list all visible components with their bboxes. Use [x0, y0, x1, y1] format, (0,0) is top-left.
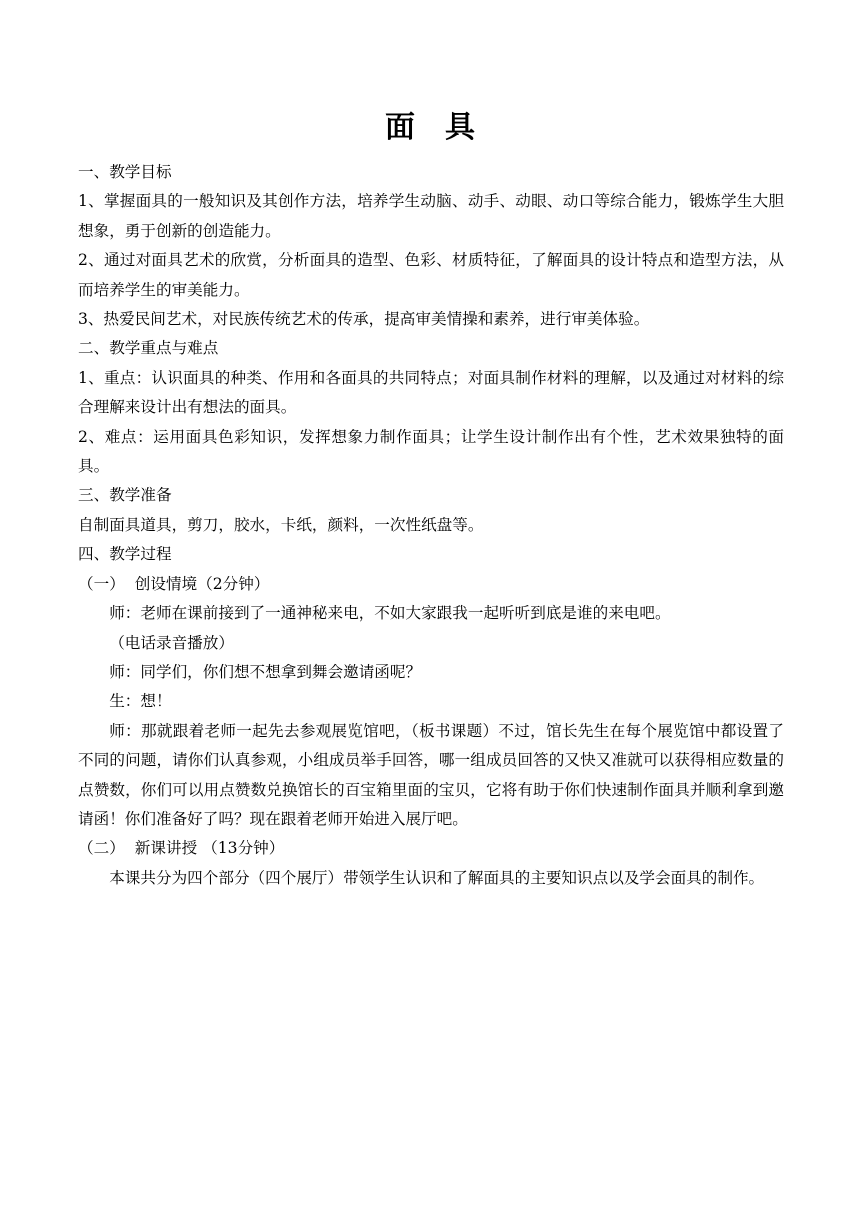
subsection-heading-2	[78, 834, 784, 863]
section-heading-process: 四、教学过程	[78, 545, 172, 564]
document-body	[78, 158, 784, 893]
dialogue-line: 师：同学们，你们想不想拿到舞会邀请函呢？	[109, 662, 422, 681]
stage-direction: （电话录音播放）	[109, 633, 234, 652]
section-heading-objectives: 一、教学目标	[78, 163, 172, 181]
section-heading-preparation: 三、教学准备	[78, 486, 172, 505]
dialogue-line: 生：想！	[109, 692, 172, 711]
subsection-label: （二）	[78, 839, 125, 858]
difficulty-item: 2、难点：运用面具色彩知识，发挥想象力制作面具；让学生设计制作出有个性，艺术效果独特的面具。	[78, 427, 784, 476]
document-title: 面具	[385, 110, 505, 145]
subsection-title: 创设情境（2分钟）	[134, 574, 270, 593]
section-heading-key-points: 二、教学重点与难点	[78, 339, 219, 358]
key-point-item: 1、重点：认识面具的种类、作用和各面具的共同特点；对面具制作材料的理解，以及通过对材料的综合理解来设计出有想法的面具。	[78, 368, 784, 417]
preparation-text: 自制面具道具，剪刀，胶水，卡纸，颜料，一次性纸盘等。	[78, 515, 484, 534]
subsection-title: 新课讲授 （13分钟）	[134, 839, 285, 858]
objective-item-3: 3、热爱民间艺术，对民族传统艺术的传承，提高审美情操和素养，进行审美体验。	[78, 310, 650, 329]
objective-item-2: 2、通过对面具艺术的欣赏，分析面具的造型、色彩、材质特征，了解面具的设计特点和造型方法，从而培养学生的审美能力。	[78, 251, 784, 299]
dialogue-line: 师：老师在课前接到了一通神秘来电，不如大家跟我一起听听到底是谁的来电吧。	[109, 604, 671, 623]
subsection-label: （一）	[78, 574, 125, 593]
body-paragraph: 本课共分为四个部分（四个展厅）带领学生认识和了解面具的主要知识点以及学会面具的制作。	[109, 868, 765, 887]
objective-item-1: 1、掌握面具的一般知识及其创作方法，培养学生动脑、动手、动眼、动口等综合能力，锻炼学生大胆想象，勇于创新的创造能力。	[78, 192, 784, 240]
subsection-heading-1	[78, 570, 784, 599]
dialogue-line: 师：那就跟着老师一起先去参观展览馆吧，（板书课题）不过，馆长先生在每个展览馆中都设置了不同的问题，请你们认真参观，小组成员举手回答，哪一组成员回答的又快又准就可以获得相应数量的点赞数，你们可以用点赞数兑换馆长的百宝箱里面的宝贝，它将有助于你们快速制作面具并顺利拿到邀请函！你们准备好了吗？现在跟着老师开始进入展厅吧。	[78, 721, 784, 828]
